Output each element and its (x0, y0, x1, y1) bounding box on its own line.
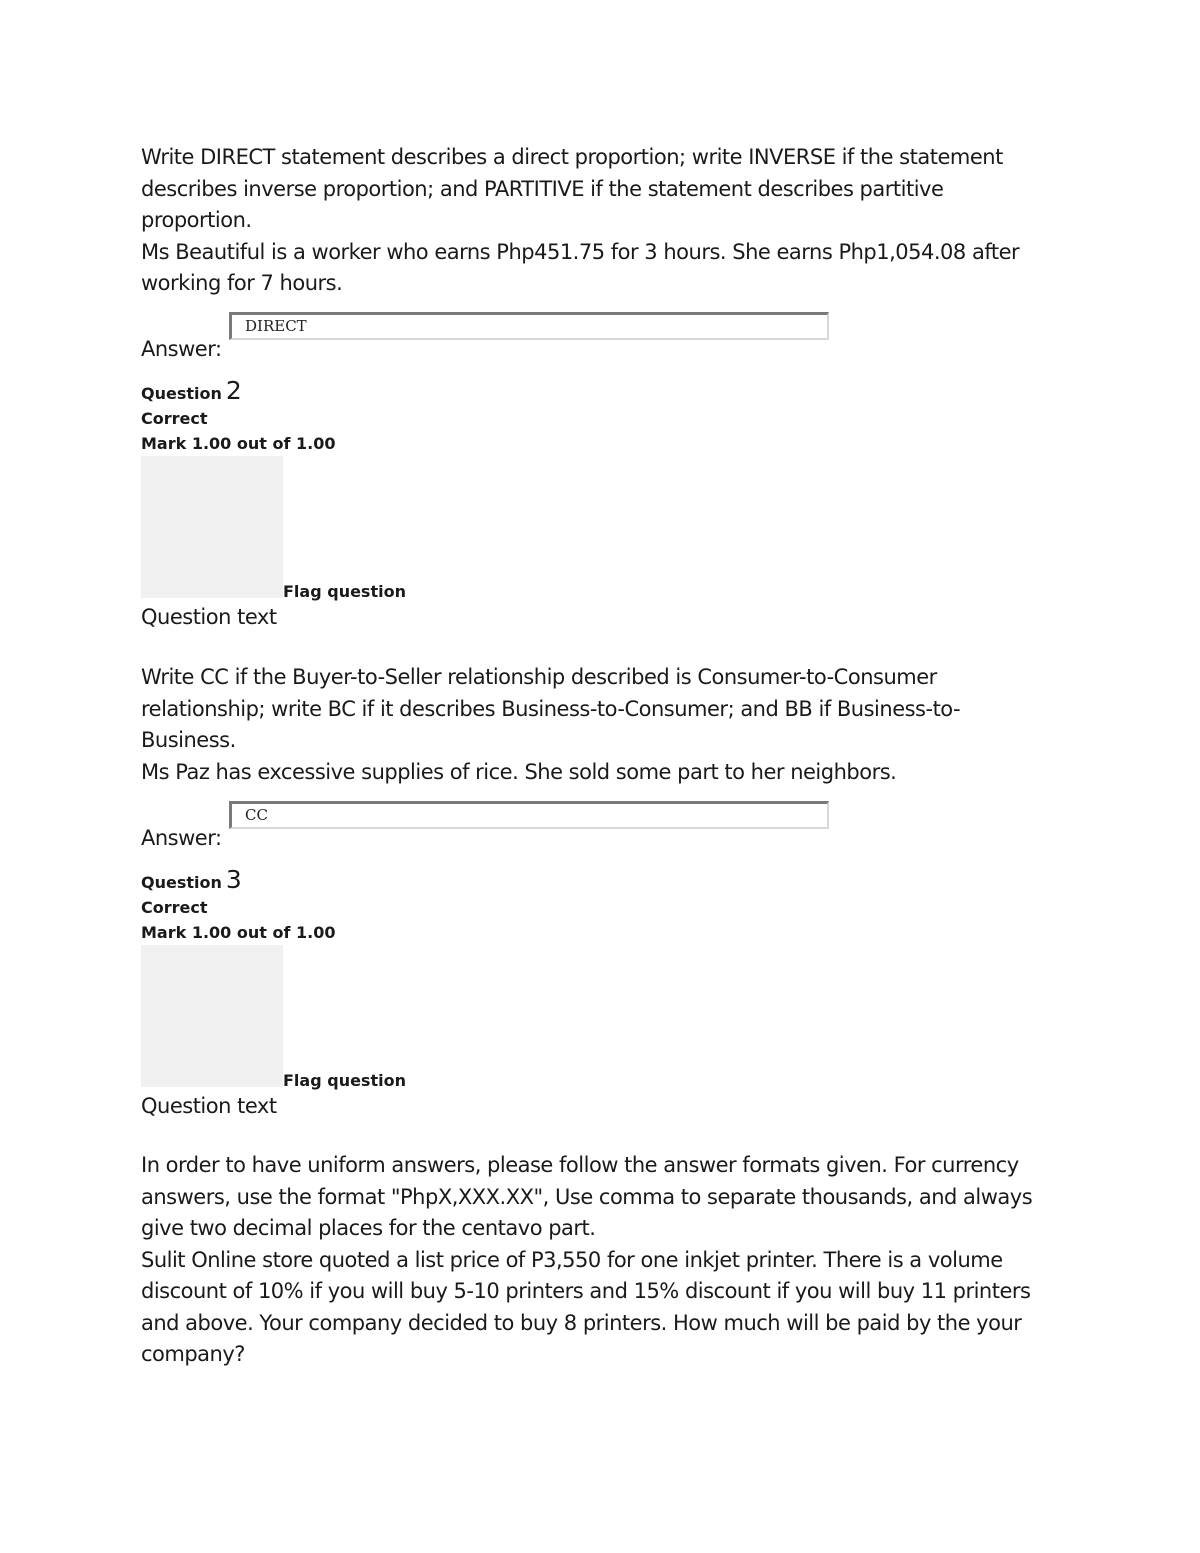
q3-mark: Mark 1.00 out of 1.00 (141, 923, 336, 942)
q2-line: relationship; write BC if it describes Business-to-Consumer; and BB if Business-to- (141, 696, 961, 721)
q2-answer-input[interactable]: CC (229, 801, 829, 829)
q2-answer-row (141, 801, 841, 851)
q3-line: discount of 10% if you will buy 5-10 printers and 15% discount if you will buy 11 printers (141, 1279, 1031, 1303)
q3-info (141, 865, 541, 1121)
q1-answer-row (141, 312, 841, 362)
q2-question-number: 2 (225, 376, 242, 405)
q1-line: proportion. (141, 208, 252, 232)
q3-line: Sulit Online store quoted a list price of P3,550 for one inkjet printer. There is a volume (141, 1247, 1003, 1272)
q3-flag-icon[interactable] (141, 945, 406, 1090)
q3-question-number: 3 (225, 865, 242, 894)
q3-line: In order to have uniform answers, please follow the answer formats given. For currency (141, 1153, 1019, 1177)
q3-question-text (141, 1150, 1071, 1371)
q2-state: Correct (141, 409, 208, 428)
q3-line: give two decimal places for the centavo part. (141, 1216, 596, 1240)
q3-state: Correct (141, 898, 208, 917)
q1-line: Ms Beautiful is a worker who earns Php451.75 for 3 hours. She earns Php1,054.08 after (141, 239, 1020, 264)
q1-answer-label: Answer: (141, 337, 222, 361)
q3-question-label: Question (141, 873, 222, 892)
q2-question-label: Question (141, 384, 222, 403)
q2-number-heading (141, 376, 541, 406)
q3-flag-question-link[interactable]: Flag question (283, 1071, 406, 1090)
q3-line: and above. Your company decided to buy 8 printers. How much will be paid by the your (141, 1310, 1022, 1335)
q1-line: describes inverse proportion; and PARTITIVE if the statement describes partitive (141, 176, 944, 201)
q2-mark: Mark 1.00 out of 1.00 (141, 434, 336, 453)
q1-line: working for 7 hours. (141, 271, 343, 295)
q3-number-heading (141, 865, 541, 895)
q2-line: Business. (141, 728, 236, 752)
q2-flag-icon[interactable] (141, 456, 406, 601)
q1-answer-input[interactable]: DIRECT (229, 312, 829, 340)
q3-line: answers, use the format "PhpX,XXX.XX", Use comma to separate thousands, and always (141, 1184, 1033, 1209)
q1-question-text (141, 142, 1071, 300)
q3-question-text-label: Question text (141, 1094, 277, 1118)
q3-line: company? (141, 1342, 245, 1366)
q2-question-text (141, 662, 1071, 788)
q2-info (141, 376, 541, 632)
q2-answer-label: Answer: (141, 826, 222, 850)
q2-question-text-label: Question text (141, 605, 277, 629)
q2-line: Ms Paz has excessive supplies of rice. She sold some part to her neighbors. (141, 759, 897, 784)
q2-line: Write CC if the Buyer-to-Seller relationship described is Consumer-to-Consumer (141, 665, 937, 689)
q1-line: Write DIRECT statement describes a direct proportion; write INVERSE if the statement (141, 145, 1003, 169)
q2-flag-question-link[interactable]: Flag question (283, 582, 406, 601)
